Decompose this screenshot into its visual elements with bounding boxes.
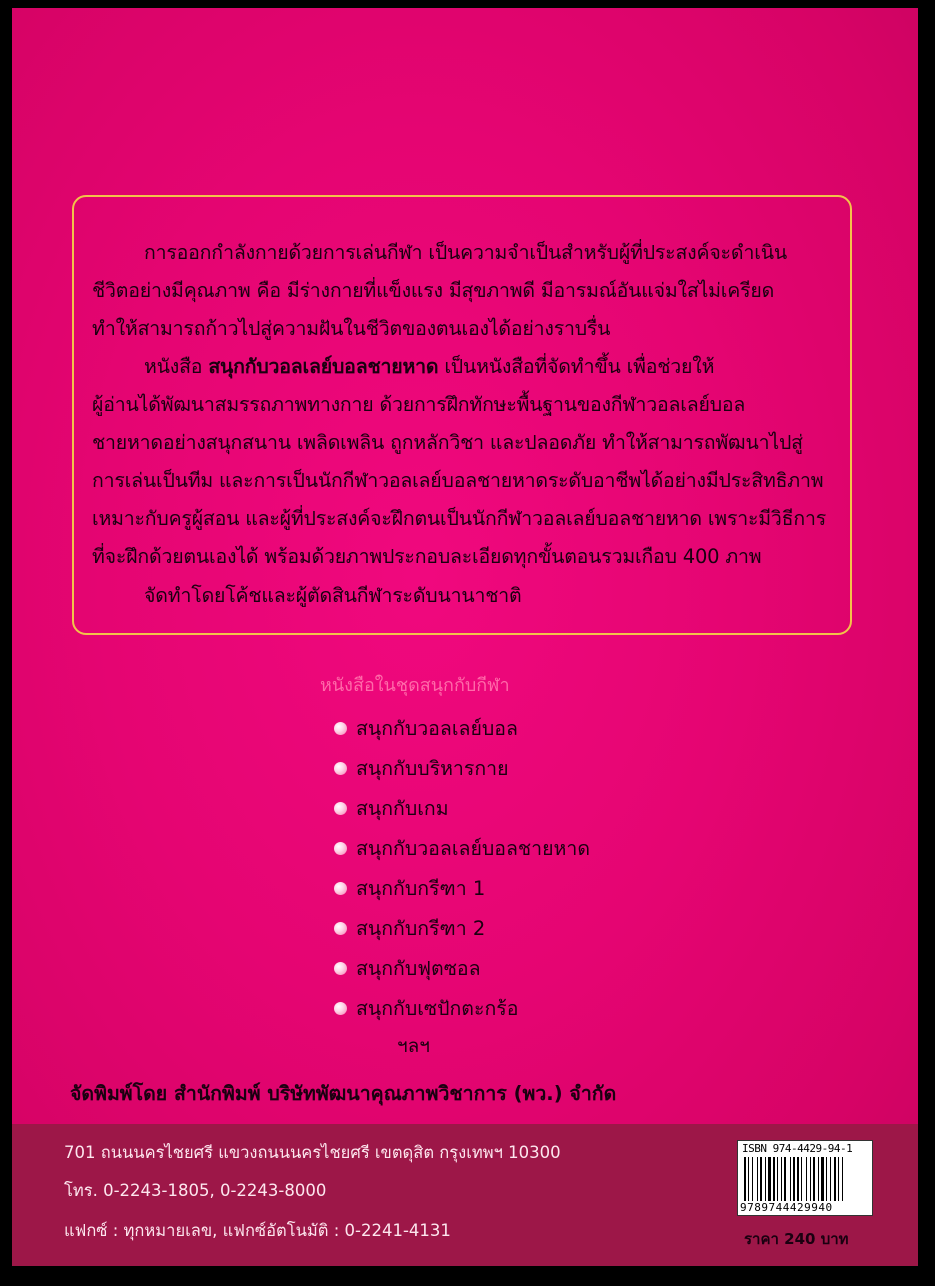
bullet-icon — [334, 922, 347, 935]
series-item-label: สนุกกับเกม — [356, 796, 449, 820]
back-cover — [12, 8, 918, 1266]
series-item-label: สนุกกับวอลเลย์บอลชายหาด — [356, 836, 590, 860]
address: 701 ถนนนครไชยศรี แขวงถนนนครไชยศรี เขตดุสิต กรุงเทพฯ 10300 — [64, 1143, 561, 1162]
blurb-line: จัดทำโดยโค้ชและผู้ตัดสินกีฬาระดับนานาชาติ — [144, 584, 522, 607]
description-box — [72, 195, 852, 635]
series-item-label: สนุกกับฟุตซอล — [356, 956, 481, 980]
blurb-line: การออกกำลังกายด้วยการเล่นกีฬา เป็นความจำเป็นสำหรับผู้ที่ประสงค์จะดำเนิน — [144, 241, 787, 264]
series-item-label: สนุกกับบริหารกาย — [356, 756, 509, 780]
list-item — [334, 948, 590, 988]
series-item-label: สนุกกับวอลเลย์บอล — [356, 716, 518, 740]
list-item — [334, 868, 590, 908]
bullet-icon — [334, 1002, 347, 1015]
list-item — [334, 708, 590, 748]
blurb-line: การเล่นเป็นทีม และการเป็นนักกีฬาวอลเลย์บอลชายหาดระดับอาชีพได้อย่างมีประสิทธิภาพ — [92, 469, 824, 492]
blurb-line: ที่จะฝึกด้วยตนเองได้ พร้อมด้วยภาพประกอบละเอียดทุกขั้นตอนรวมเกือบ 400 ภาพ — [92, 545, 762, 568]
publisher-line: จัดพิมพ์โดย สำนักพิมพ์ บริษัทพัฒนาคุณภาพวิชาการ (พว.) จำกัด — [70, 1082, 617, 1105]
series-item-label: สนุกกับเซปักตะกร้อ — [356, 996, 519, 1020]
series-item-label: สนุกกับกรีฑา 1 — [356, 876, 486, 900]
phone: โทร. 0-2243-1805, 0-2243-8000 — [64, 1181, 327, 1200]
barcode — [737, 1140, 873, 1216]
bullet-icon — [334, 882, 347, 895]
etc-mark: ฯลฯ — [397, 1035, 430, 1057]
list-item — [334, 748, 590, 788]
fax: แฟกซ์ : ทุกหมายเลข, แฟกซ์อัตโนมัติ : 0-2241-4131 — [64, 1221, 451, 1240]
list-item — [334, 988, 590, 1028]
blurb-line-with-title — [144, 351, 894, 382]
blurb-text: เป็นหนังสือที่จัดทำขึ้น เพื่อช่วยให้ — [438, 355, 715, 378]
blurb-line: ทำให้สามารถก้าวไปสู่ความฝันในชีวิตของตนเองได้อย่างราบรื่น — [92, 317, 611, 340]
bullet-icon — [334, 722, 347, 735]
list-item — [334, 908, 590, 948]
blurb-line: เหมาะกับครูผู้สอน และผู้ที่ประสงค์จะฝึกตนเป็นนักกีฬาวอลเลย์บอลชายหาด เพราะมีวิธีการ — [92, 507, 826, 530]
barcode-icon — [744, 1157, 868, 1201]
barcode-number: 9789744429940 — [740, 1201, 833, 1214]
bullet-icon — [334, 842, 347, 855]
blurb-line: ผู้อ่านได้พัฒนาสมรรถภาพทางกาย ด้วยการฝึกทักษะพื้นฐานของกีฬาวอลเลย์บอล — [92, 393, 746, 416]
series-title: หนังสือในชุดสนุกกับกีฬา — [320, 675, 510, 696]
blurb-line: ชีวิตอย่างมีคุณภาพ คือ มีร่างกายที่แข็งแรง มีสุขภาพดี มีอารมณ์อันแจ่มใสไม่เครียด — [92, 279, 775, 302]
series-item-label: สนุกกับกรีฑา 2 — [356, 916, 486, 940]
bullet-icon — [334, 762, 347, 775]
bullet-icon — [334, 802, 347, 815]
price-label: ราคา 240 บาท — [744, 1230, 849, 1248]
list-item — [334, 788, 590, 828]
footer-band — [12, 1124, 918, 1266]
bullet-icon — [334, 962, 347, 975]
isbn-label: ISBN 974-4429-94-1 — [742, 1142, 853, 1155]
blurb-text: หนังสือ — [144, 355, 209, 378]
book-title: สนุกกับวอลเลย์บอลชายหาด — [208, 355, 439, 378]
series-list — [334, 708, 590, 1028]
blurb-line: ชายหาดอย่างสนุกสนาน เพลิดเพลิน ถูกหลักวิชา และปลอดภัย ทำให้สามารถพัฒนาไปสู่ — [92, 431, 803, 454]
list-item — [334, 828, 590, 868]
